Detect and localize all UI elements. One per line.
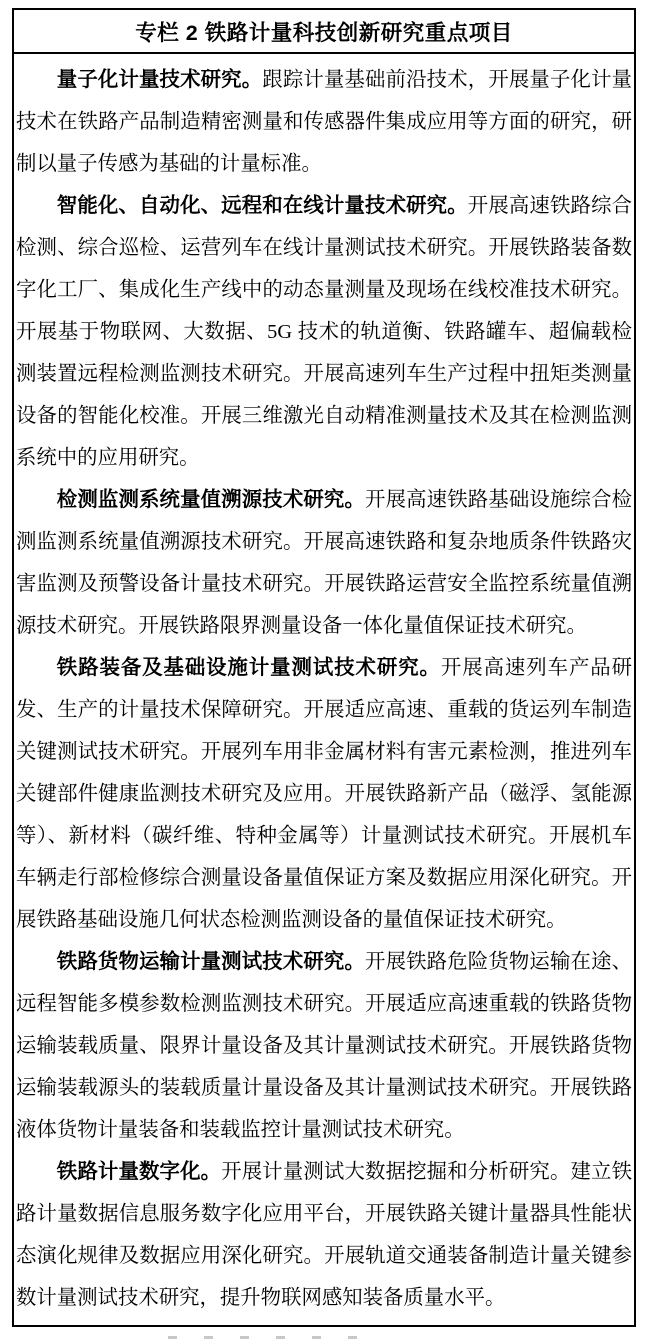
panel-body xyxy=(14,54,634,1319)
paragraph-text: 开展高速铁路基础设施综合检测监测系统量值溯源技术研究。开展高速铁路和复杂地质条件铁路灾害监测及预警设备计量技术研究。开展铁路运营安全监控系统量值溯源技术研究。开展铁路限界测量设备一体化量值保证技术研究。 xyxy=(16,489,633,637)
paragraph-traceability-research xyxy=(16,479,632,647)
paragraph-heading: 检测监测系统量值溯源技术研究。 xyxy=(56,489,366,511)
paragraph-heading: 铁路计量数字化。 xyxy=(56,1161,222,1183)
paragraph-heading: 铁路装备及基础设施计量测试技术研究。 xyxy=(56,657,441,679)
paragraph-text: 开展高速铁路综合检测、综合巡检、运营列车在线计量测试技术研究。开展铁路装备数字化工厂、集成化生产线中的动态量测量及现场在线校准技术研究。开展基于物联网、大数据、5G 技术的轨道衡、铁路罐车、超偏载检测装置远程检测监测技术研究。开展高速列车生产过程中扭矩类测量设备的智能化校准。开展三维激光自动精准测量技术及其在检测监测系统中的应用研究。 xyxy=(16,195,633,469)
paragraph-heading: 铁路货物运输计量测试技术研究。 xyxy=(56,951,366,973)
paragraph-text: 跟踪计量基础前沿技术，开展量子化计量技术在铁路产品制造精密测量和传感器件集成应用等方面的研究，研制以量子传感为基础的计量标准。 xyxy=(16,69,633,175)
panel-title: 专栏 2 铁路计量科技创新研究重点项目 xyxy=(135,20,513,45)
clipped-next-line-fragment xyxy=(168,1336,358,1339)
paragraph-text: 开展计量测试大数据挖掘和分析研究。建立铁路计量数据信息服务数字化应用平台，开展铁路关键计量器具性能状态演化规律及数据应用深化研究。开展轨道交通装备制造计量关键参数计量测试技术研究，提升物联网感知装备质量水平。 xyxy=(16,1161,632,1309)
paragraph-heading: 智能化、自动化、远程和在线计量技术研究。 xyxy=(56,195,468,217)
paragraph-freight-transport xyxy=(16,941,632,1151)
panel-title-row xyxy=(14,10,634,54)
paragraph-metrology-digitalization xyxy=(16,1151,632,1319)
paragraph-quantum-metrology xyxy=(16,59,632,185)
paragraph-heading: 量子化计量技术研究。 xyxy=(56,69,263,91)
column-2-panel xyxy=(12,8,636,1327)
paragraph-text: 开展铁路危险货物运输在途、远程智能多模参数检测监测技术研究。开展适应高速重载的铁路货物运输装载质量、限界计量设备及其计量测试技术研究。开展铁路货物运输装载源头的装载质量计量设备及其计量测试技术研究。开展铁路液体货物计量装备和装载监控计量测试技术研究。 xyxy=(16,951,633,1141)
paragraph-equipment-infrastructure xyxy=(16,647,632,941)
paragraph-text: 开展高速列车产品研发、生产的计量技术保障研究。开展适应高速、重载的货运列车制造关键测试技术研究。开展列车用非金属材料有害元素检测，推进列车关键部件健康监测技术研究及应用。开展铁路新产品（磁浮、氢能源等）、新材料（碳纤维、特种金属等）计量测试技术研究。开展机车车辆走行部检修综合测量设备量值保证方案及数据应用深化研究。开展铁路基础设施几何状态检测监测设备的量值保证技术研究。 xyxy=(16,657,633,931)
paragraph-intelligent-online-metrology xyxy=(16,185,632,479)
